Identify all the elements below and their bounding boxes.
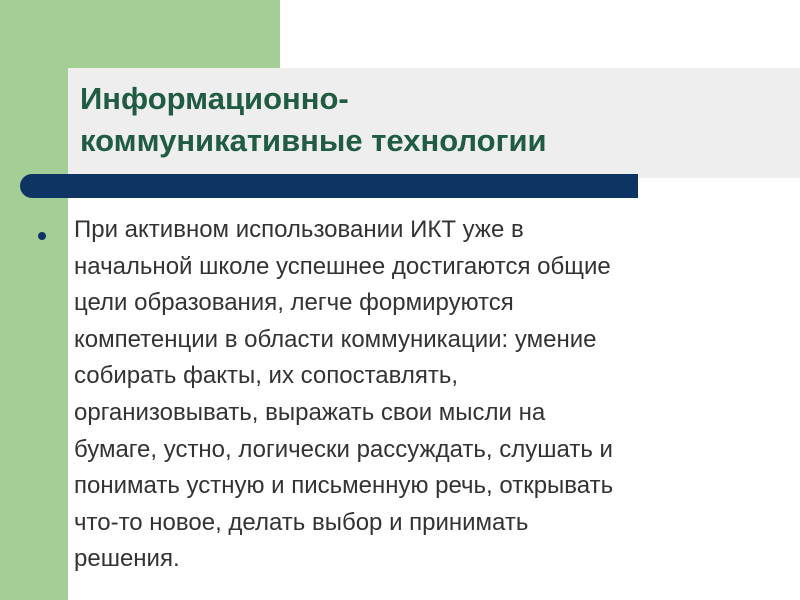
green-left-band [0,0,68,600]
green-top-band [68,0,280,68]
bullet-text: При активном использовании ИКТ уже в начальной школе успешнее достигаются общие цели образования, легче формируются компетенции в области коммуникации: умение собирать факты, их сопоставлять, организовывать, выражать свои мысли на бумаге, устно, логически рассуждать, слушать и понимать устную и письменную речь, открывать что-то новое, делать выбор и принимать решения. [74,216,614,573]
bullet-dot-icon [38,232,46,240]
navy-divider-bar [20,174,638,198]
slide-title: Информационно- коммуникативные технологии [80,81,547,158]
